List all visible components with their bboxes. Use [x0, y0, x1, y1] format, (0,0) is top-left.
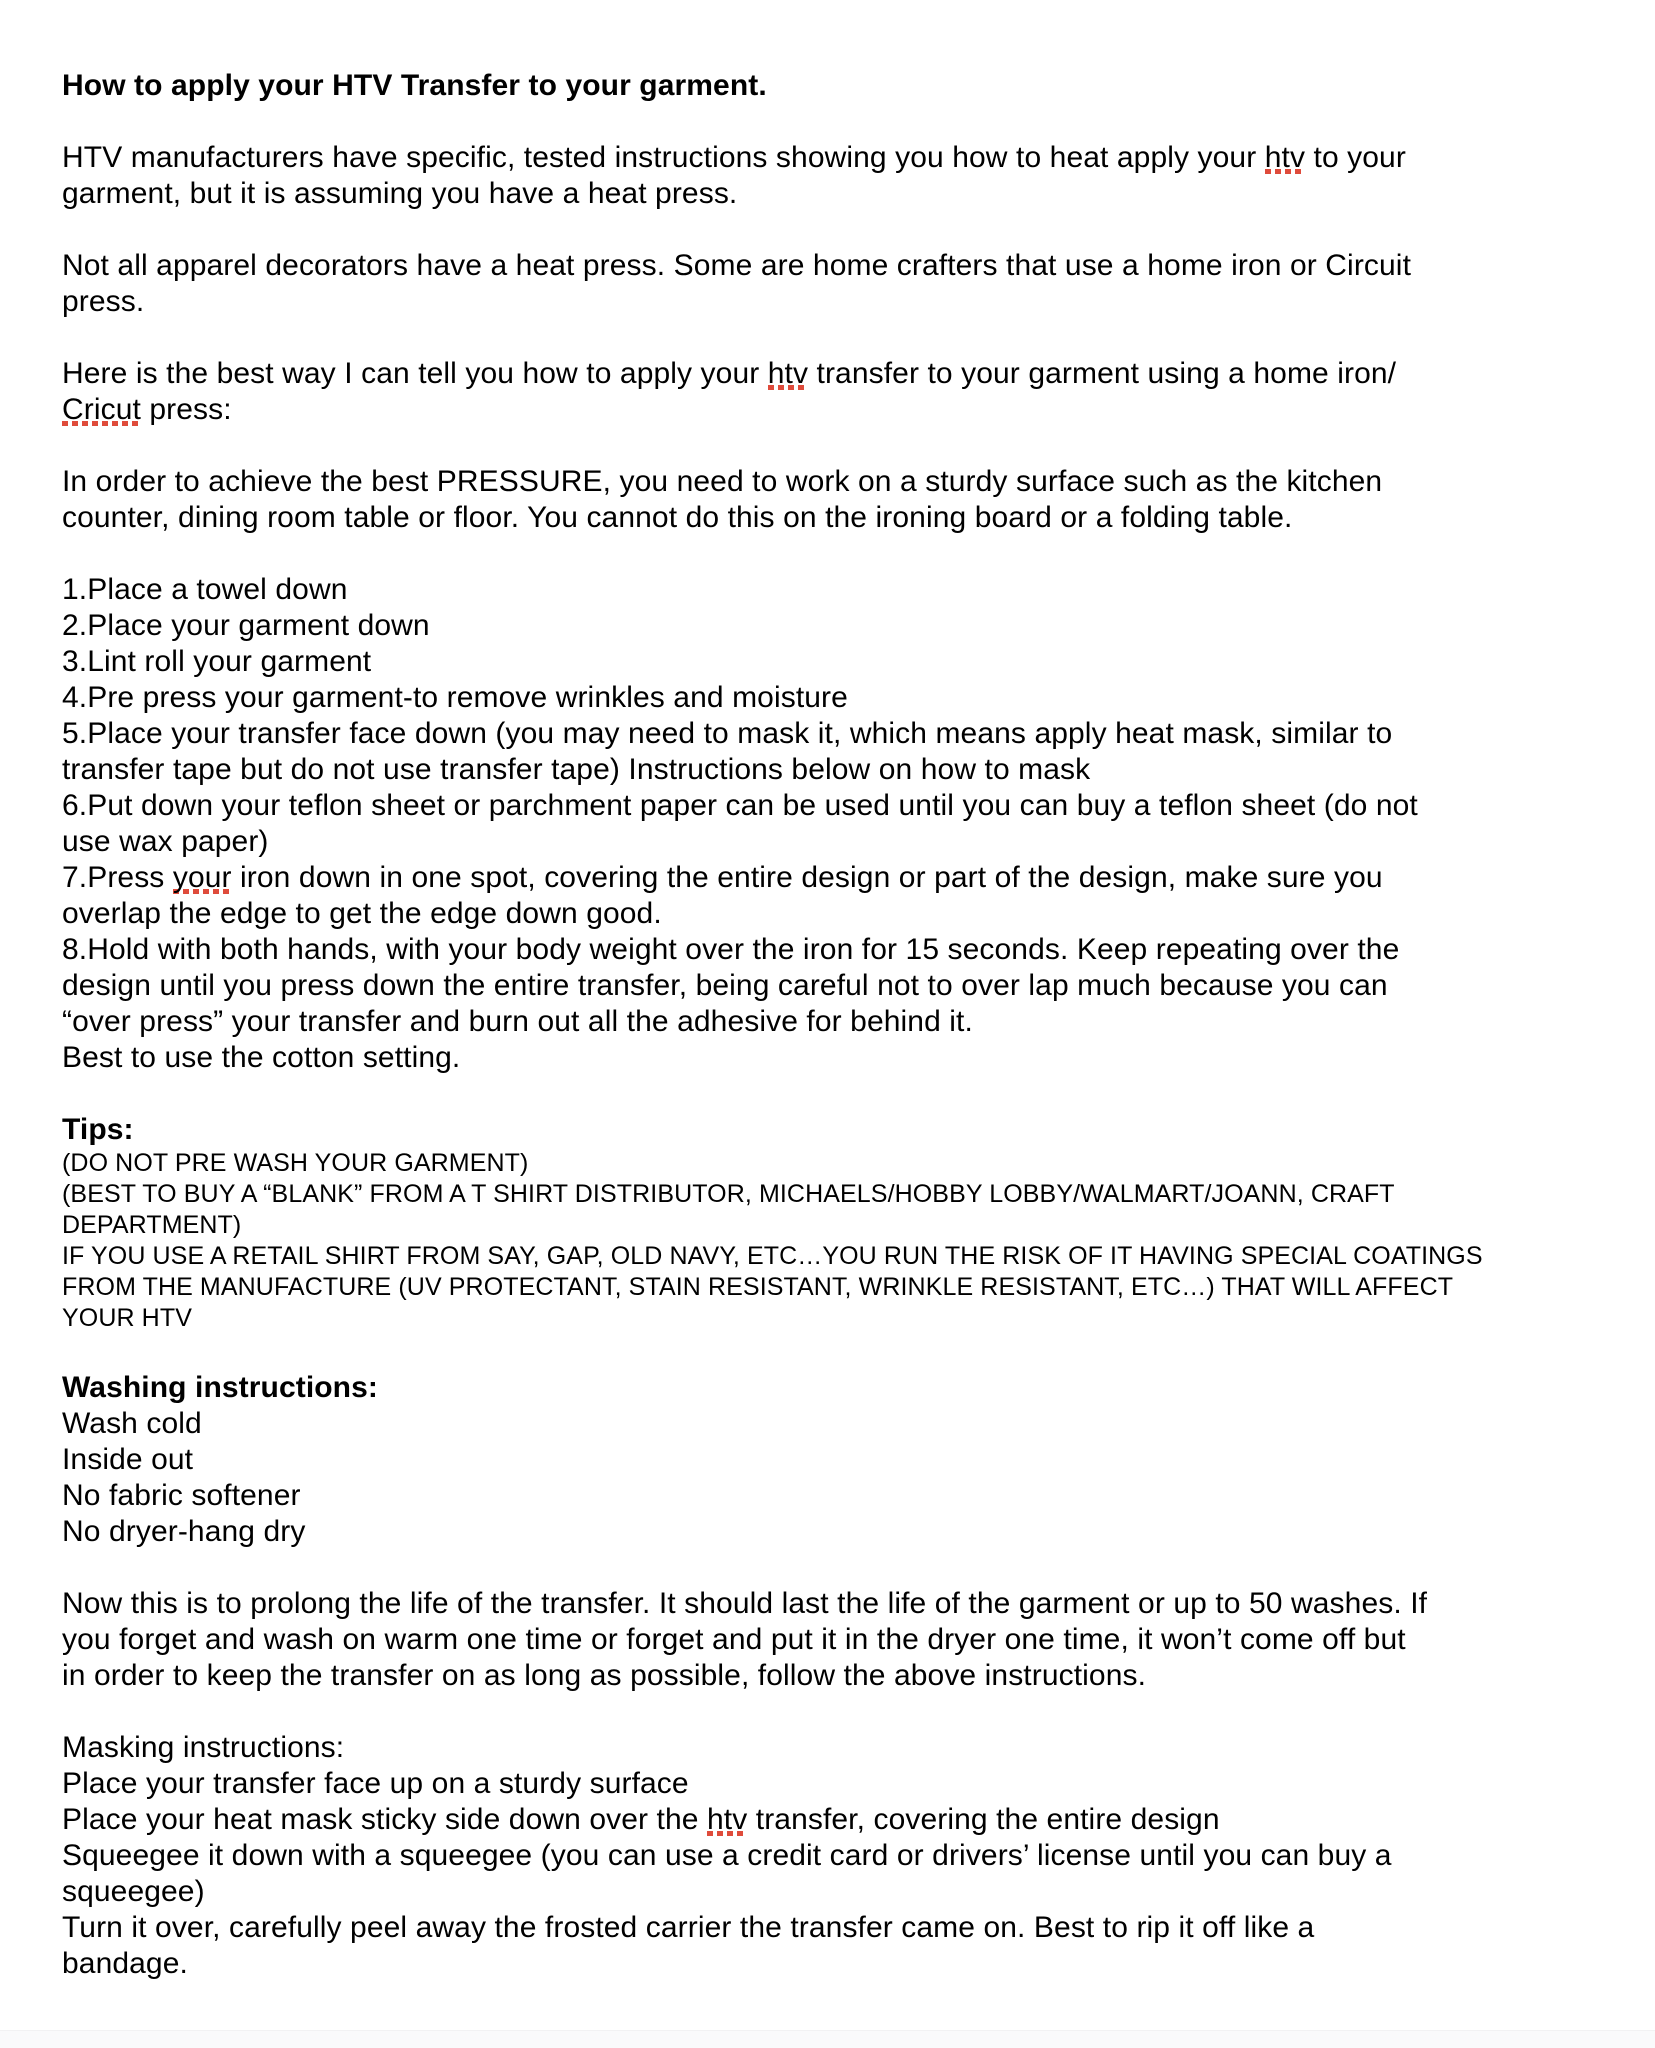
text-line — [62, 824, 1615, 860]
text-line — [62, 1210, 1615, 1241]
text-line — [62, 1946, 1615, 1982]
text-run: transfer to your garment using a home iron/ — [808, 357, 1397, 390]
text-line — [62, 1241, 1615, 1272]
text-line — [62, 68, 1615, 104]
washing-list — [62, 1406, 1615, 1550]
text-line — [62, 1802, 1615, 1838]
text-line — [62, 1838, 1615, 1874]
misspelled-word: Cricut — [62, 393, 141, 426]
text-line — [62, 1766, 1615, 1802]
misspelled-word: htv — [1264, 141, 1306, 174]
text-line — [62, 1148, 1615, 1179]
text-run: transfer tape but do not use transfer tape) Instructions below on how to mask — [62, 753, 1091, 786]
text-line — [62, 1303, 1615, 1334]
text-run: to your — [1305, 141, 1406, 174]
text-run: Turn it over, carefully peel away the frosted carrier the transfer came on. Best to rip it off like a — [62, 1911, 1315, 1944]
text-run: counter, dining room table or floor. You cannot do this on the ironing board or a folding table. — [62, 501, 1293, 534]
text-run: Place your heat mask sticky side down over the — [62, 1803, 707, 1836]
text-line — [62, 572, 1615, 608]
text-run: transfer, covering the entire design — [747, 1803, 1220, 1836]
text-run: 5.Place your transfer face down (you may need to mask it, which means apply heat mask, similar to — [62, 717, 1393, 750]
text-run: 3.Lint roll your garment — [62, 645, 372, 678]
text-run: (BEST TO BUY A “BLANK” FROM A T SHIRT DISTRIBUTOR, MICHAELS/HOBBY LOBBY/WALMART/JOANN, CRAFT — [62, 1180, 1395, 1208]
text-run: FROM THE MANUFACTURE (UV PROTECTANT, STAIN RESISTANT, WRINKLE RESISTANT, ETC…) THAT WILL AFFECT — [62, 1273, 1454, 1301]
text-line — [62, 1874, 1615, 1910]
text-line — [62, 1179, 1615, 1210]
text-line — [62, 392, 1615, 428]
text-run: use wax paper) — [62, 825, 269, 858]
text-run: you forget and wash on warm one time or forget and put it in the dryer one time, it won’t come off but — [62, 1623, 1406, 1656]
text-line — [62, 1370, 1615, 1406]
document-content — [62, 68, 1615, 1982]
text-run: garment, but it is assuming you have a heat press. — [62, 177, 738, 210]
text-run: (DO NOT PRE WASH YOUR GARMENT) — [62, 1149, 529, 1177]
text-line — [62, 1622, 1615, 1658]
text-run: overlap the edge to get the edge down good. — [62, 897, 662, 930]
text-line — [62, 608, 1615, 644]
text-run: Masking instructions: — [62, 1731, 345, 1764]
text-run: Best to use the cotton setting. — [62, 1041, 461, 1074]
text-run: 1.Place a towel down — [62, 573, 348, 606]
text-line — [62, 1406, 1615, 1442]
text-run: No dryer-hang dry — [62, 1515, 306, 1548]
pressure-paragraph — [62, 464, 1615, 536]
text-run: Place your transfer face up on a sturdy surface — [62, 1767, 689, 1800]
text-run: design until you press down the entire transfer, being careful not to over lap much because you can — [62, 969, 1388, 1002]
masking-section — [62, 1730, 1615, 1982]
misspelled-word: htv — [767, 357, 809, 390]
text-run: Here is the best way I can tell you how to apply your — [62, 357, 768, 390]
text-line — [62, 860, 1615, 896]
text-run: Washing instructions: — [62, 1371, 378, 1404]
text-run: Tips: — [62, 1113, 134, 1146]
text-run: Not all apparel decorators have a heat press. Some are home crafters that use a home iron or Circuit — [62, 249, 1411, 282]
misspelled-word: your — [172, 861, 232, 894]
text-line — [62, 1442, 1615, 1478]
text-line — [62, 356, 1615, 392]
text-run: press: — [140, 393, 232, 426]
text-line — [62, 1658, 1615, 1694]
text-run: Inside out — [62, 1443, 194, 1476]
text-line — [62, 464, 1615, 500]
text-run: No fabric softener — [62, 1479, 301, 1512]
text-run: DEPARTMENT) — [62, 1211, 242, 1239]
text-run: Squeegee it down with a squeegee (you can use a credit card or drivers’ license until you can buy a — [62, 1839, 1392, 1872]
intro-paragraph — [62, 140, 1615, 212]
text-run: 2.Place your garment down — [62, 609, 430, 642]
text-line — [62, 1910, 1615, 1946]
text-line — [62, 932, 1615, 968]
text-line — [62, 896, 1615, 932]
text-run: bandage. — [62, 1947, 188, 1980]
text-run: 4.Pre press your garment-to remove wrinkles and moisture — [62, 681, 848, 714]
text-line — [62, 284, 1615, 320]
text-line — [62, 500, 1615, 536]
longevity-paragraph — [62, 1586, 1615, 1694]
text-line — [62, 644, 1615, 680]
text-line — [62, 1272, 1615, 1303]
text-line — [62, 1730, 1615, 1766]
text-run: in order to keep the transfer on as long as possible, follow the above instructions. — [62, 1659, 1147, 1692]
text-run: 7.Press — [62, 861, 173, 894]
text-run: 6.Put down your teflon sheet or parchment paper can be used until you can buy a teflon sheet (do not — [62, 789, 1418, 822]
best-way-paragraph — [62, 356, 1615, 428]
window-bottom-edge — [0, 2030, 1655, 2048]
text-line — [62, 1004, 1615, 1040]
text-run: press. — [62, 285, 145, 318]
washing-heading — [62, 1370, 1615, 1406]
text-line — [62, 716, 1615, 752]
text-run: Wash cold — [62, 1407, 202, 1440]
text-line — [62, 1112, 1615, 1148]
text-line — [62, 788, 1615, 824]
text-run: HTV manufacturers have specific, tested instructions showing you how to heat apply your — [62, 141, 1265, 174]
text-run: Now this is to prolong the life of the transfer. It should last the life of the garment or up to 50 washes. If — [62, 1587, 1428, 1620]
text-line — [62, 680, 1615, 716]
text-run: squeegee) — [62, 1875, 205, 1908]
text-run: In order to achieve the best PRESSURE, you need to work on a sturdy surface such as the kitchen — [62, 465, 1383, 498]
text-run: YOUR HTV — [62, 1304, 192, 1332]
text-line — [62, 752, 1615, 788]
text-line — [62, 1478, 1615, 1514]
text-line — [62, 248, 1615, 284]
text-line — [62, 968, 1615, 1004]
text-run: “over press” your transfer and burn out all the adhesive for behind it. — [62, 1005, 973, 1038]
text-run: IF YOU USE A RETAIL SHIRT FROM SAY, GAP, OLD NAVY, ETC…YOU RUN THE RISK OF IT HAVING SPECIAL COATINGS — [62, 1242, 1483, 1270]
tips-heading — [62, 1112, 1615, 1148]
text-run: iron down in one spot, covering the entire design or part of the design, make sure you — [231, 861, 1383, 894]
text-line — [62, 176, 1615, 212]
tips-list — [62, 1148, 1615, 1334]
text-line — [62, 1514, 1615, 1550]
text-line — [62, 140, 1615, 176]
text-run: 8.Hold with both hands, with your body weight over the iron for 15 seconds. Keep repeating over the — [62, 933, 1400, 966]
misspelled-word: htv — [707, 1803, 748, 1836]
text-line — [62, 1040, 1615, 1076]
steps-list — [62, 572, 1615, 1076]
text-run: How to apply your HTV Transfer to your garment. — [62, 69, 767, 102]
text-line — [62, 1586, 1615, 1622]
heat-press-note-paragraph — [62, 248, 1615, 320]
page-title — [62, 68, 1615, 104]
